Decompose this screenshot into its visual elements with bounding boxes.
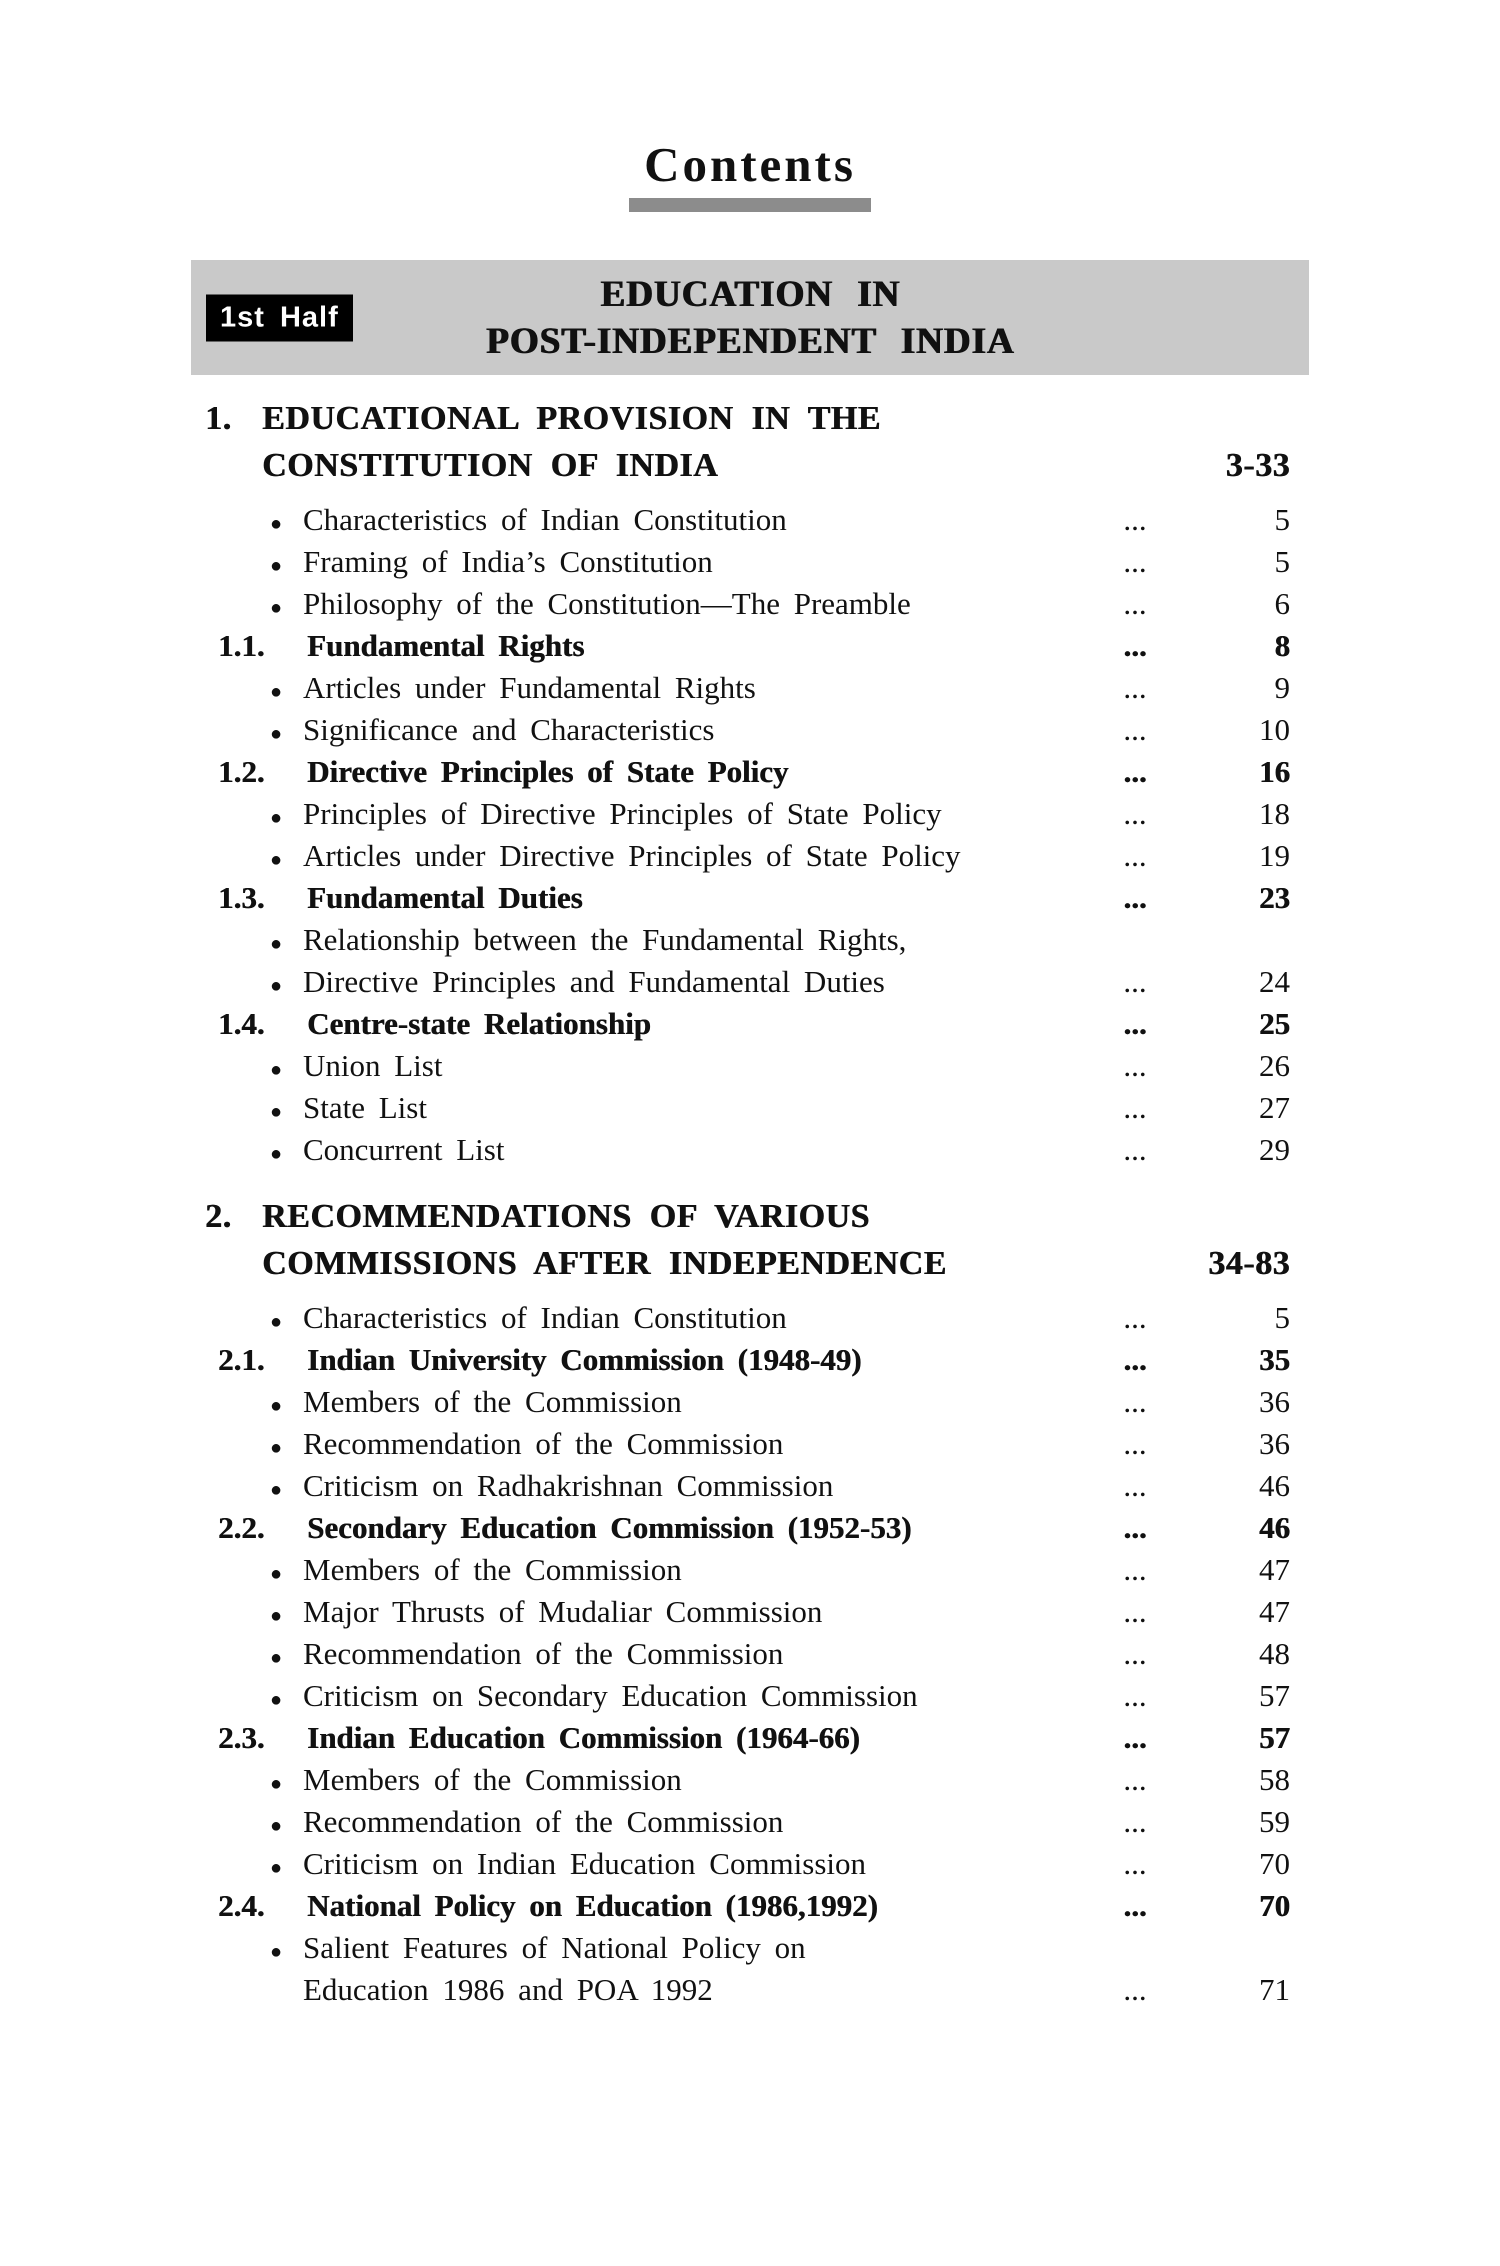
subsection-number: 1.3. — [218, 880, 265, 915]
item-label: Criticism on Radhakrishnan Commission — [303, 1468, 834, 1503]
leader-dots: ... — [1123, 670, 1147, 705]
toc-continuation-row — [205, 1969, 1290, 2011]
leader-dots: ... — [1123, 1594, 1147, 1629]
toc-bullet-row — [205, 1549, 1290, 1591]
toc-bullet-row — [205, 499, 1290, 541]
page-number: 5 — [1274, 502, 1290, 537]
bullet-icon: ● — [270, 1143, 283, 1165]
row-label — [205, 1507, 1112, 1549]
row-label — [205, 1759, 1112, 1805]
leader-dots: ... — [1123, 1468, 1147, 1503]
page-number: 47 — [1259, 1552, 1290, 1587]
item-label: Recommendation of the Commission — [303, 1636, 784, 1671]
row-label — [205, 1843, 1112, 1889]
page-number: 18 — [1259, 796, 1290, 831]
section-2-heading — [205, 1193, 1290, 1287]
row-label — [205, 919, 1112, 965]
leader-dots: ... — [1123, 1342, 1147, 1377]
section-1-heading — [205, 395, 1290, 489]
bullet-icon: ● — [270, 597, 283, 619]
row-label — [205, 1591, 1112, 1637]
toc-bullet-row — [205, 1297, 1290, 1339]
item-label: Members of the Commission — [303, 1552, 682, 1587]
leader-dots: ... — [1123, 1888, 1147, 1923]
item-label: Indian University Commission (1948-49) — [307, 1342, 862, 1377]
section-1-heading-line2 — [205, 442, 1290, 489]
section-number: 2. — [205, 1198, 232, 1235]
leader-dots: ... — [1123, 796, 1147, 831]
toc-bullet-row — [205, 1423, 1290, 1465]
page-number: 9 — [1274, 670, 1290, 705]
bullet-icon: ● — [270, 513, 283, 535]
bullet-icon: ● — [270, 1857, 283, 1879]
toc-bullet-row — [205, 1801, 1290, 1843]
page-number: 71 — [1259, 1972, 1290, 2007]
page-number: 27 — [1259, 1090, 1290, 1125]
item-label: Criticism on Secondary Education Commission — [303, 1678, 918, 1713]
row-label — [205, 1003, 1112, 1045]
toc-bullet-row — [205, 541, 1290, 583]
row-label — [205, 709, 1112, 755]
item-label: Recommendation of the Commission — [303, 1804, 784, 1839]
row-label — [205, 541, 1112, 587]
bullet-icon: ● — [270, 1941, 283, 1963]
subsection-number: 2.2. — [218, 1510, 265, 1545]
row-label — [205, 1717, 1112, 1759]
item-label: Recommendation of the Commission — [303, 1426, 784, 1461]
leader-dots: ... — [1123, 1636, 1147, 1671]
section-heading-text: RECOMMENDATIONS OF VARIOUS — [262, 1198, 870, 1235]
toc-bullet-row — [205, 1843, 1290, 1885]
bullet-icon: ● — [270, 1605, 283, 1627]
item-label: Relationship between the Fundamental Rights, — [303, 922, 907, 957]
section-number: 1. — [205, 400, 232, 437]
item-label: Framing of India’s Constitution — [303, 544, 713, 579]
toc-subsection-row — [205, 751, 1290, 793]
section-2-heading-line2 — [205, 1240, 1290, 1287]
bullet-icon: ● — [270, 807, 283, 829]
item-label: Characteristics of Indian Constitution — [303, 502, 787, 537]
toc-bullet-row — [205, 1591, 1290, 1633]
item-label: Articles under Directive Principles of State Policy — [303, 838, 961, 873]
bullet-icon: ● — [270, 1101, 283, 1123]
toc-bullet-row — [205, 1927, 1290, 1969]
banner-title-line2: POST-INDEPENDENT INDIA — [485, 320, 1015, 362]
bullet-icon: ● — [270, 1563, 283, 1585]
page-number: 6 — [1274, 586, 1290, 621]
row-label — [205, 1801, 1112, 1847]
item-label: Fundamental Rights — [307, 628, 585, 663]
page-number: 25 — [1259, 1006, 1290, 1041]
leader-dots: ... — [1123, 1552, 1147, 1587]
page-number: 36 — [1259, 1384, 1290, 1419]
toc-subsection-row — [205, 1507, 1290, 1549]
page-number: 19 — [1259, 838, 1290, 873]
row-label — [205, 583, 1112, 629]
item-label: Major Thrusts of Mudaliar Commission — [303, 1594, 823, 1629]
toc-bullet-row — [205, 961, 1290, 1003]
bullet-icon: ● — [270, 1479, 283, 1501]
toc-bullet-row — [205, 583, 1290, 625]
bullet-icon: ● — [270, 975, 283, 997]
toc-bullet-row — [205, 709, 1290, 751]
item-label: Articles under Fundamental Rights — [303, 670, 756, 705]
page-range: 34-83 — [1208, 1245, 1290, 1282]
toc-bullet-row — [205, 667, 1290, 709]
bullet-icon: ● — [270, 723, 283, 745]
section-2 — [205, 1193, 1290, 2011]
page-number: 16 — [1259, 754, 1290, 789]
page-number: 70 — [1259, 1846, 1290, 1881]
page-title: Contents — [644, 137, 856, 192]
leader-dots: ... — [1123, 1090, 1147, 1125]
page-number: 46 — [1259, 1468, 1290, 1503]
page-number: 24 — [1259, 964, 1290, 999]
page-number: 35 — [1259, 1342, 1290, 1377]
leader-dots: ... — [1123, 1300, 1147, 1335]
row-label — [205, 751, 1112, 793]
toc-subsection-row — [205, 625, 1290, 667]
row-label — [205, 1969, 1112, 2011]
row-label — [205, 1633, 1112, 1679]
leader-dots: ... — [1123, 502, 1147, 537]
item-label: Indian Education Commission (1964-66) — [307, 1720, 860, 1755]
leader-dots: ... — [1123, 1384, 1147, 1419]
bullet-icon: ● — [270, 1059, 283, 1081]
leader-dots: ... — [1123, 586, 1147, 621]
item-label: Members of the Commission — [303, 1384, 682, 1419]
toc-bullet-row — [205, 793, 1290, 835]
leader-dots: ... — [1123, 1132, 1147, 1167]
toc-page — [0, 138, 1500, 2011]
page-number: 5 — [1274, 544, 1290, 579]
leader-dots: ... — [1123, 712, 1147, 747]
subsection-number: 1.4. — [218, 1006, 265, 1041]
leader-dots: ... — [1123, 964, 1147, 999]
section-heading-text: COMMISSIONS AFTER INDEPENDENCE — [262, 1245, 947, 1282]
leader-dots: ... — [1123, 1972, 1147, 2007]
item-label: Directive Principles and Fundamental Duties — [303, 964, 885, 999]
row-label — [205, 1381, 1112, 1427]
section-1-items — [205, 499, 1290, 1171]
leader-dots: ... — [1123, 1678, 1147, 1713]
row-label — [205, 1465, 1112, 1511]
page-number: 26 — [1259, 1048, 1290, 1083]
section-heading-text: EDUCATIONAL PROVISION IN THE — [262, 400, 881, 437]
page-number: 57 — [1259, 1678, 1290, 1713]
row-label — [205, 1045, 1112, 1091]
item-label: Significance and Characteristics — [303, 712, 715, 747]
toc-content — [205, 395, 1290, 2011]
row-label — [205, 877, 1112, 919]
leader-dots: ... — [1123, 838, 1147, 873]
toc-bullet-row — [205, 1675, 1290, 1717]
toc-bullet-row — [205, 835, 1290, 877]
subsection-number: 1.2. — [218, 754, 265, 789]
title-underline-bar — [629, 198, 871, 212]
item-label: Centre-state Relationship — [307, 1006, 651, 1041]
toc-bullet-row — [205, 919, 1290, 961]
toc-bullet-row — [205, 1759, 1290, 1801]
bullet-icon: ● — [270, 1395, 283, 1417]
bullet-icon: ● — [270, 1647, 283, 1669]
leader-dots: ... — [1123, 628, 1147, 663]
banner-title-line1: EDUCATION IN — [600, 273, 900, 315]
section-2-items — [205, 1297, 1290, 2011]
leader-dots: ... — [1123, 1762, 1147, 1797]
toc-subsection-row — [205, 1339, 1290, 1381]
row-label — [205, 1087, 1112, 1133]
bullet-icon: ● — [270, 1437, 283, 1459]
item-label: Philosophy of the Constitution—The Preamble — [303, 586, 911, 621]
row-label — [205, 1129, 1112, 1175]
subsection-number: 2.4. — [218, 1888, 265, 1923]
bullet-icon: ● — [270, 933, 283, 955]
item-label: Salient Features of National Policy on — [303, 1930, 806, 1965]
row-label — [205, 1675, 1112, 1721]
row-label — [205, 1885, 1112, 1927]
page-number: 70 — [1259, 1888, 1290, 1923]
item-label: Characteristics of Indian Constitution — [303, 1300, 787, 1335]
toc-bullet-row — [205, 1465, 1290, 1507]
item-label: Directive Principles of State Policy — [307, 754, 789, 789]
page-number: 57 — [1259, 1720, 1290, 1755]
item-label: State List — [303, 1090, 427, 1125]
item-label: Union List — [303, 1048, 443, 1083]
row-label — [205, 793, 1112, 839]
item-label: Secondary Education Commission (1952-53) — [307, 1510, 912, 1545]
page-number: 10 — [1259, 712, 1290, 747]
bullet-icon: ● — [270, 1773, 283, 1795]
bullet-icon: ● — [270, 1689, 283, 1711]
leader-dots: ... — [1123, 1510, 1147, 1545]
item-label: Criticism on Indian Education Commission — [303, 1846, 867, 1881]
toc-subsection-row — [205, 1003, 1290, 1045]
page-number: 23 — [1259, 880, 1290, 915]
leader-dots: ... — [1123, 1804, 1147, 1839]
item-label: Principles of Directive Principles of State Policy — [303, 796, 942, 831]
section-heading-text: CONSTITUTION OF INDIA — [262, 447, 719, 484]
toc-bullet-row — [205, 1633, 1290, 1675]
leader-dots: ... — [1123, 1720, 1147, 1755]
leader-dots: ... — [1123, 1006, 1147, 1041]
half-badge: 1st Half — [206, 294, 353, 341]
row-label — [205, 1423, 1112, 1469]
item-label: Fundamental Duties — [307, 880, 583, 915]
item-label: Education 1986 and POA 1992 — [303, 1972, 713, 2007]
row-label — [205, 667, 1112, 713]
toc-bullet-row — [205, 1045, 1290, 1087]
toc-subsection-row — [205, 1717, 1290, 1759]
row-label — [205, 625, 1112, 667]
row-label — [205, 1339, 1112, 1381]
bullet-icon: ● — [270, 1311, 283, 1333]
leader-dots: ... — [1123, 544, 1147, 579]
page-number: 58 — [1259, 1762, 1290, 1797]
page-number: 36 — [1259, 1426, 1290, 1461]
leader-dots: ... — [1123, 880, 1147, 915]
item-label: National Policy on Education (1986,1992) — [307, 1888, 878, 1923]
bullet-icon: ● — [270, 555, 283, 577]
item-label: Concurrent List — [303, 1132, 505, 1167]
bullet-icon: ● — [270, 681, 283, 703]
page-number: 47 — [1259, 1594, 1290, 1629]
page-number: 29 — [1259, 1132, 1290, 1167]
row-label — [205, 1297, 1112, 1343]
subsection-number: 2.3. — [218, 1720, 265, 1755]
part-banner — [191, 260, 1309, 375]
banner-title — [191, 271, 1309, 365]
page-number: 5 — [1274, 1300, 1290, 1335]
section-1 — [205, 395, 1290, 1171]
subsection-number: 1.1. — [218, 628, 265, 663]
toc-bullet-row — [205, 1381, 1290, 1423]
page-number: 8 — [1274, 628, 1290, 663]
page-range: 3-33 — [1225, 447, 1290, 484]
page-number: 48 — [1259, 1636, 1290, 1671]
section-1-heading-line1 — [205, 395, 1290, 442]
leader-dots: ... — [1123, 754, 1147, 789]
leader-dots: ... — [1123, 1048, 1147, 1083]
row-label — [205, 835, 1112, 881]
toc-bullet-row — [205, 1087, 1290, 1129]
row-label — [205, 961, 1112, 1007]
row-label — [205, 499, 1112, 545]
toc-subsection-row — [205, 877, 1290, 919]
bullet-icon: ● — [270, 1815, 283, 1837]
section-2-heading-line1 — [205, 1193, 1290, 1240]
leader-dots: ... — [1123, 1426, 1147, 1461]
leader-dots: ... — [1123, 1846, 1147, 1881]
page-number: 46 — [1259, 1510, 1290, 1545]
bullet-icon: ● — [270, 849, 283, 871]
toc-subsection-row — [205, 1885, 1290, 1927]
page-number: 59 — [1259, 1804, 1290, 1839]
toc-bullet-row — [205, 1129, 1290, 1171]
subsection-number: 2.1. — [218, 1342, 265, 1377]
item-label: Members of the Commission — [303, 1762, 682, 1797]
row-label — [205, 1927, 1112, 1973]
row-label — [205, 1549, 1112, 1595]
